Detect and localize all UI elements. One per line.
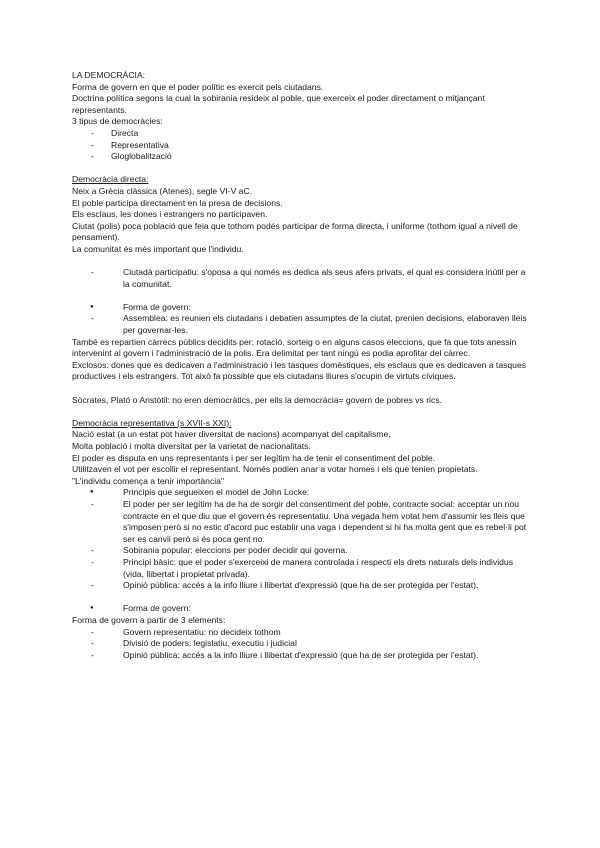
forma-list-2 [72, 603, 532, 615]
intro-definition: Forma de govern en que el poder polític es exercit pels ciutadans. [72, 81, 324, 92]
list-item: ● Forma de govern: [72, 603, 532, 615]
paragraph: Ciutat (polis) poca població que feia que tothom podés participar de forma directa, i uniforme (tothom igual a nivell de pensament). [72, 220, 518, 243]
ciutada-list [72, 267, 532, 290]
list-item: - Directa [72, 128, 532, 140]
list-item: - Assemblea: es reunien els ciutadans i debatien assumptes de la ciutat, prenien decisions, elaboraven lleis per governar-les. [72, 313, 532, 336]
types-list [72, 128, 532, 163]
list-item: - Ciutadà participatiu: s'oposa a qui només es dedica als seus afers privats, el qual es considera inútil per a la comunitat. [72, 267, 532, 290]
section-heading-representativa: Democràcia representativa (s XVII-s XXI): [72, 417, 232, 428]
paragraph: Nació estat (a un estat pot haver diversitat de nacions) acompanyat del capitalisme. [72, 429, 391, 440]
document-page [72, 70, 532, 661]
locke-items-list [72, 499, 532, 592]
section-heading-directa: Democràcia directa: [72, 174, 149, 185]
paragraph: Neix a Grècia clàssica (Atenes), segle VI-V aC. [72, 185, 253, 196]
list-item: ● Forma de govern: [72, 302, 532, 314]
list-item: - Gloglobalització [72, 151, 532, 163]
list-item: - Opinió pública: accés a la info lliure i llibertat d'expressió (que ha de ser protegida per l'estat). [72, 650, 532, 662]
paragraph: Forma de govern a partir de 3 elements: [72, 614, 226, 625]
paragraph: El poble participa directament en la presa de decisions. [72, 197, 283, 208]
elements-list [72, 627, 532, 662]
list-item: - Govern representatiu: no decideix tothom [72, 627, 532, 639]
list-item: - Principi bàsic: que el poder s'exerceixi de manera controlada i respecti els drets naturals dels individus (vida, llibertat i propietat privada). [72, 557, 532, 580]
intro-types-label: 3 tipus de democràcies: [72, 116, 163, 127]
paragraph: Sòcrates, Plató o Aristòtil: no eren democràtics, per ells la democràcia= govern de pobres vs rics. [72, 394, 442, 405]
list-item: ● Principis que segueixen el model de John Locke: [72, 487, 532, 499]
paragraph: Els esclaus, les dones i estrangers no participaven. [72, 209, 268, 220]
paragraph: Utilitzaven el vot per escollir el representant. Només podien anar a votar homes i els que tenien propietats. [72, 464, 478, 475]
paragraph: També es repartien càrrecs públics decidits per: rotació, sorteig o en alguns casos eleccions, que fa que tots anessin intervenint al govern i l'administració de la polis. Era delimitat per tant ningú es podia aprofitar del càrrec. [72, 336, 517, 359]
list-item: - Representativa [72, 140, 532, 152]
paragraph: Exclosos: dones que es dedicaven a l'administració i les tasques domèstiques, els esclaus que es dedicaven a tasques productives i els estrangers. Tot això fa possible que els ciutadans lliures s'ocupin de virtuts cíviques. [72, 359, 527, 382]
page-title: LA DEMOCRÀCIA: [72, 70, 146, 80]
paragraph: El poder es disputa en uns representants i per ser legítim ha de tenir el consentiment del poble. [72, 452, 436, 463]
assemblea-list [72, 313, 532, 336]
paragraph: Molta població i molta diversitat per la varietat de nacionalitats. [72, 441, 311, 451]
list-item: - Opinió pública: accés a la info lliure i llibertat d'expressió (que ha de ser protegida per l'estat). [72, 580, 532, 592]
paragraph: La comunitat és més important que l'individu. [72, 243, 244, 254]
locke-head-list [72, 487, 532, 499]
paragraph: "L'individu comença a tenir importància" [72, 475, 225, 486]
list-item: - Sobirania popular: eleccions per poder decidir qui governa. [72, 545, 532, 557]
intro-doctrine: Doctrina política segons la cual la sobirania resideix al poble, que exerceix el poder directament o mitjançant representants. [72, 93, 485, 115]
forma-list [72, 302, 532, 314]
list-item: - El poder per ser legítim ha de ha de sorgir del consentiment del poble, contracte social: acceptar un nou contracte en el que diu que el govern és representatiu. Una vegada hem votat hem d'assumir les lleis que s'imposen però si no estic d'acord puc establir una vaga i dependent si hi ha molta gent que es rebel·li pot ser es canvii però si és poca gent no. [72, 499, 532, 545]
list-item: - Divisió de poders: legislatiu, executiu i judicial [72, 638, 532, 650]
